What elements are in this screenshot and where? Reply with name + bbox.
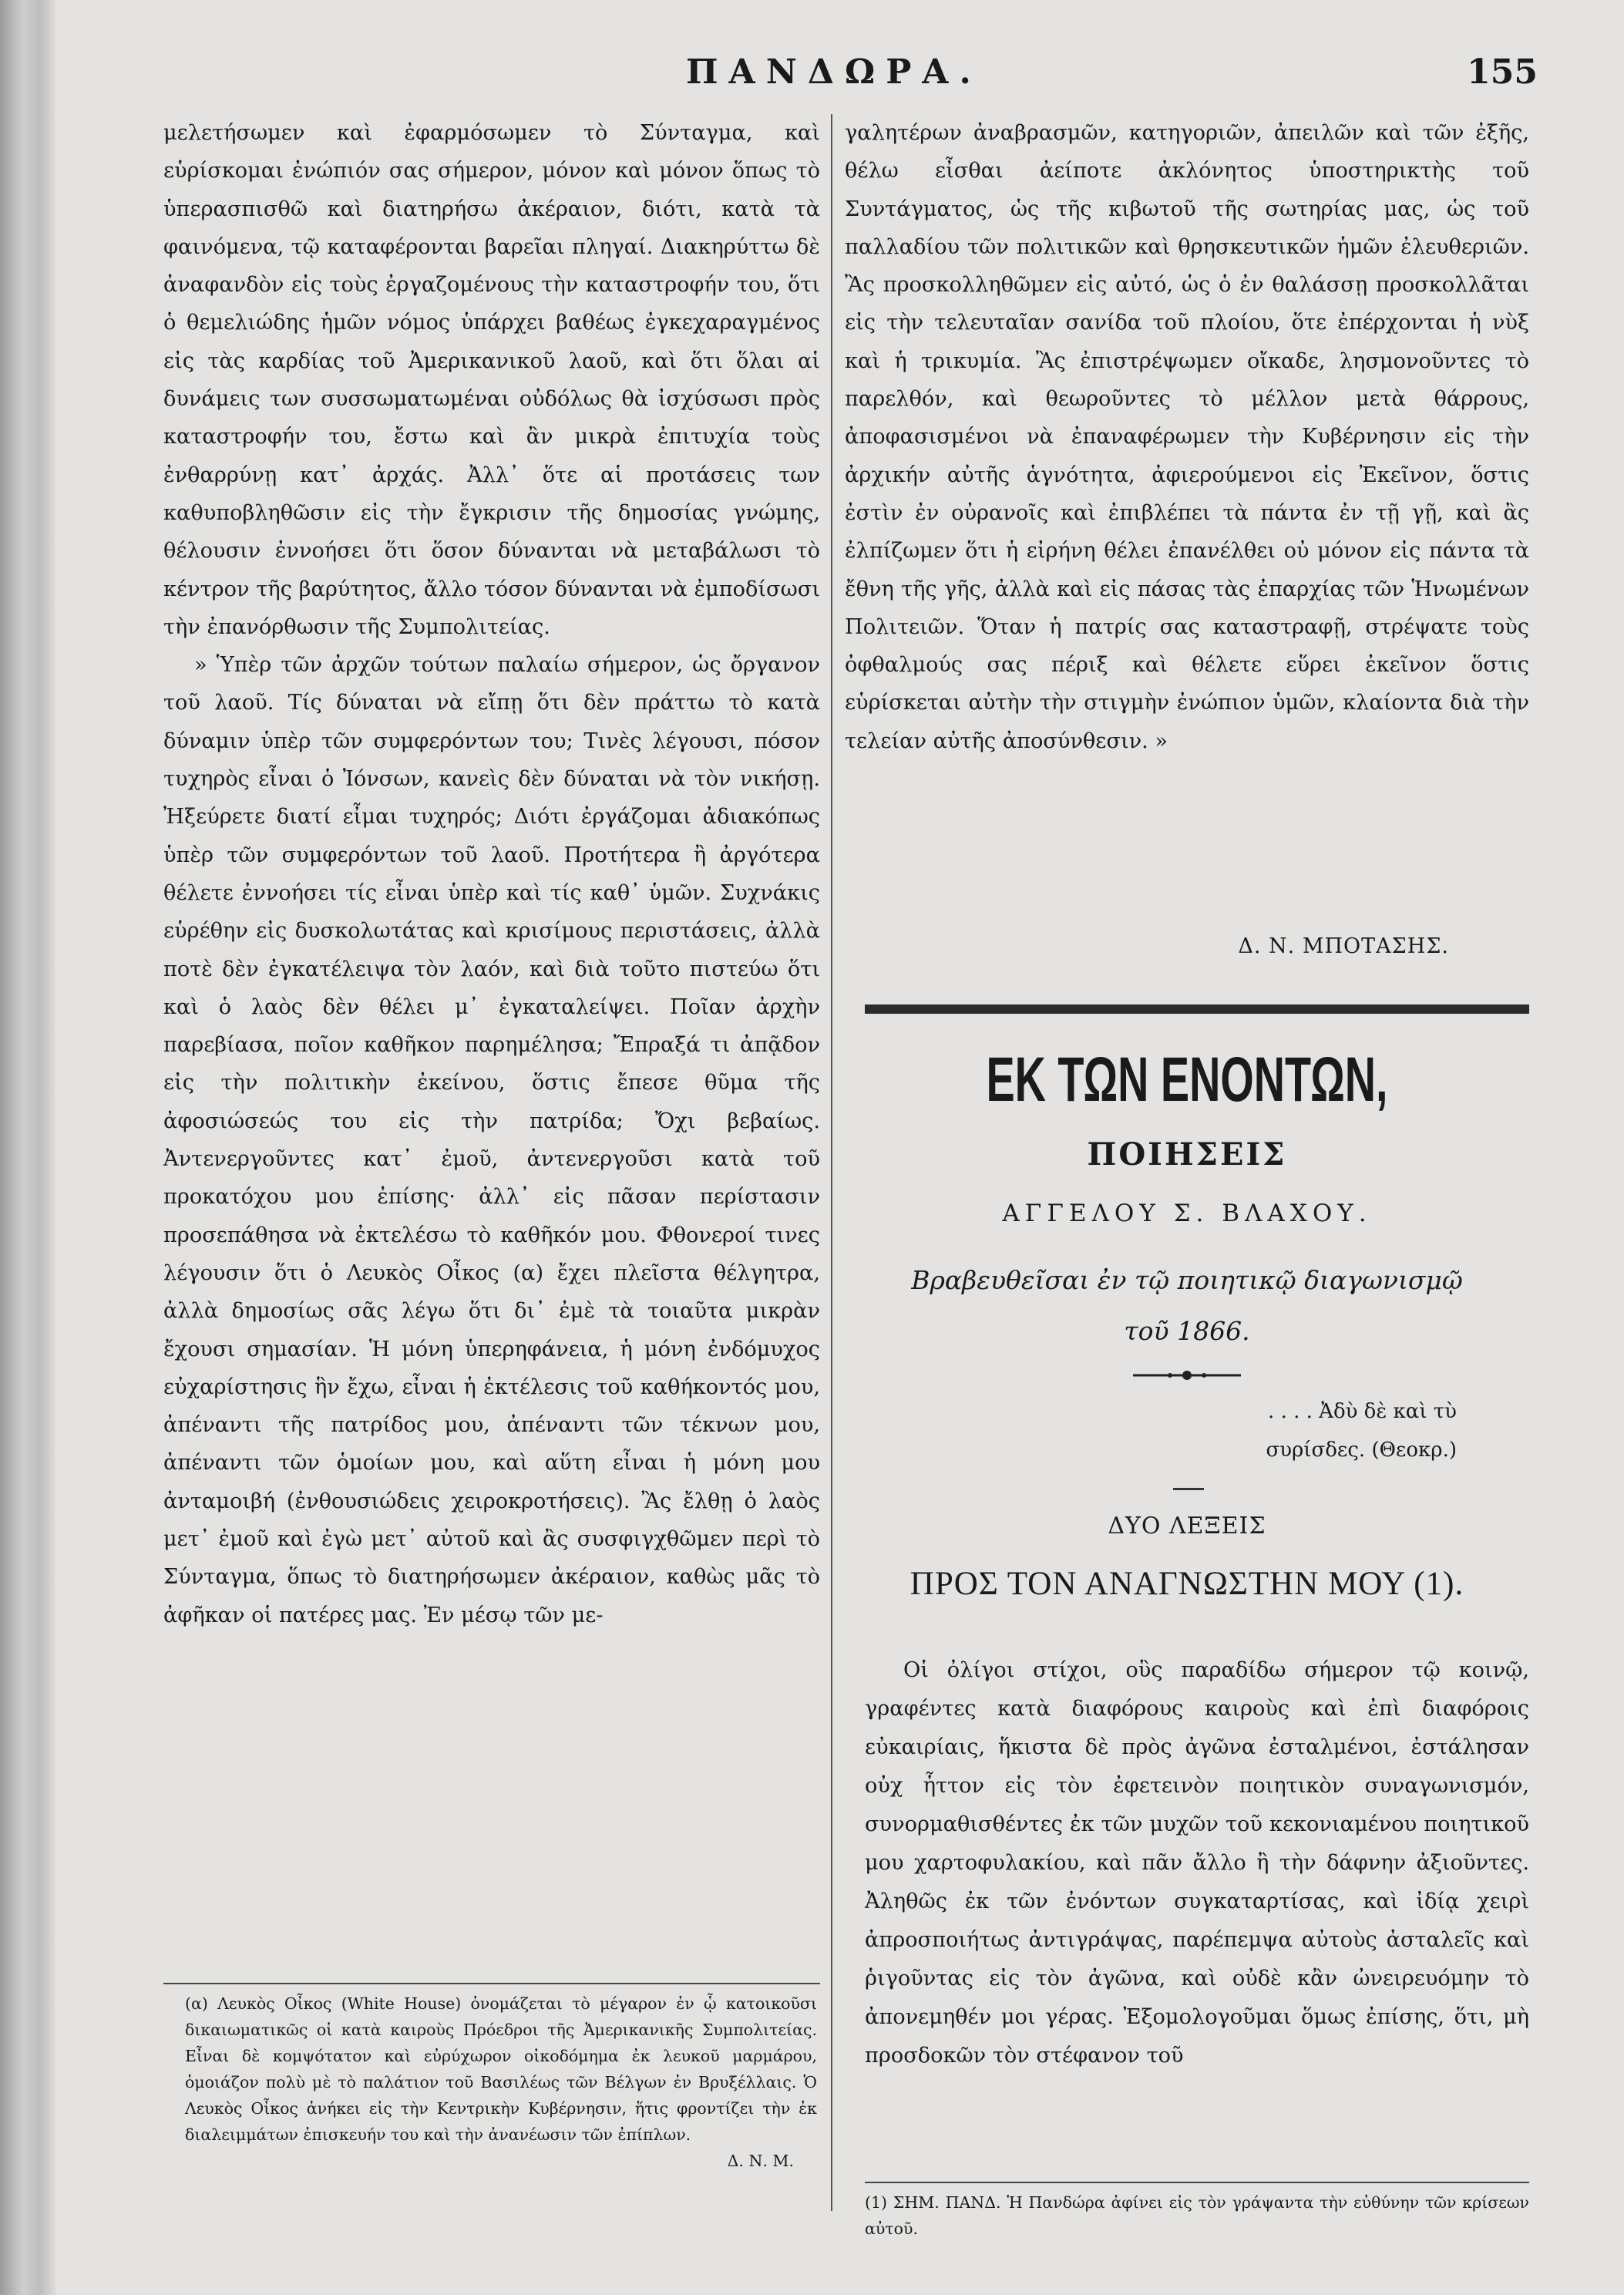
ornament-icon (1133, 1368, 1241, 1383)
left-footnote-signature: Δ. Ν. Μ. (727, 2152, 794, 2170)
right-paragraph-1: γαλητέρων ἀναβρασμῶν, κατηγοριῶν, ἀπειλῶν καὶ τῶν ἐξῆς, θέλω εἶσθαι ἀείποτε ἀκλόνητος ὑποστηρικτὴς τοῦ Συντάγματος, ὡς τῆς κιβωτοῦ τῆς σωτηρίας μας, ὡς τοῦ παλλαδίου τῶν πολιτικῶν καὶ θρησκευτικῶν ἡμῶν ἐλευθεριῶν. Ἂς προσκολληθῶμεν εἰς αὐτό, ὡς ὁ ἐν θαλάσσῃ προσκολλᾶται εἰς τὴν τελευταῖαν σανίδα τοῦ πλοίου, ὅτε ἐπέρχονται ἡ νὺξ καὶ ἡ τρικυμία. Ἂς ἐπιστρέψωμεν οἴκαδε, λησμονοῦντες τὸ παρελθόν, καὶ θεωροῦντες τὸ μέλλον μετὰ θάρρους, ἀποφασισμένοι νὰ ἐπαναφέρωμεν τὴν Κυβέρνησιν εἰς τὴν ἀρχικήν αὐτῆς ἁγνότητα, ἀφιερούμενοι εἰς Ἐκεῖνον, ὅστις ἐστὶν ἐν οὐρανοῖς καὶ ἐπιβλέπει τὰ πάντα ἐν τῇ γῇ, καὶ ἂς ἐλπίζωμεν ὅτι ἡ εἰρήνη θέλει ἐπανέλθει οὐ μόνον εἰς πάντα τὰ ἔθνη τῆς γῆς, ἀλλὰ καὶ εἰς πάσας τὰς ἐπαρχίας τῶν Ἡνωμένων Πολιτειῶν. Ὅταν ἡ πατρίς σας καταστραφῇ, στρέψατε τοὺς ὀφθαλμούς σας πέριξ καὶ θέλετε εὕρει ἐκεῖνον ὅστις εὑρίσκεται αὐτὴν τὴν στιγμὴν ἐνώπιον ὑμῶν, κλαίοντα διὰ τὴν τελείαν αὐτῆς ἀποσύνθεσιν. » (845, 121, 1529, 753)
author-name: ΑΓΓΕΛΟΥ Σ. ΒΛΑΧΟΥ. (1002, 1200, 1372, 1227)
column-divider (831, 114, 832, 2211)
to-reader-heading: ΠΡΟΣ ΤΟΝ ΑΝΑΓΝΩΣΤΗΝ ΜΟΥ (1). (910, 1566, 1464, 1602)
two-words-heading: ΔΥΟ ΛΕΞΕΙΣ (1108, 1513, 1266, 1540)
short-divider (1173, 1488, 1204, 1490)
section-title: ΕΚ ΤΩΝ ΕΝΟΝΤΩΝ, (986, 1045, 1388, 1115)
epigraph-line-2: συρίσδες. (Θεοκρ.) (1266, 1439, 1457, 1462)
right-paragraph-2: Οἱ ὀλίγοι στίχοι, οὓς παραδίδω σήμερον τῷ κοινῷ, γραφέντες κατὰ διαφόρους καιροὺς καὶ ἐπὶ διαφόροις εὐκαιρίαις, ἥκιστα δὲ πρὸς ἀγῶνα ἐσταλμένοι, ἐστάλησαν οὐχ ἧττον εἰς τὸν ἐφετεινὸν ποιητικὸν συναγωνισμόν, συνορμαθισθέντες ἐκ τῶν μυχῶν τοῦ κεκονιαμένου ποιητικοῦ μου χαρτοφυλακίου, καὶ πᾶν ἄλλο ἢ τὴν δάφνην ἀξιοῦντες. Ἀληθῶς ἐκ τῶν ἐνόντων συγκαταρτίσας, καὶ ἰδίᾳ χειρὶ ἀπροσποιήτως ἀντιγράψας, παρέπεμψα αὐτοὺς ἀσταλεῖς καὶ ῥιγοῦντας εἰς τὸν ἀγῶνα, καὶ οὐδὲ κἂν ὠνειρευόμην τὸ ἀπονεμηθέν μοι γέρας. Ἐξομολογοῦμαι ὅμως ἐπίσης, ὅτι, μὴ προσδοκῶν τὸν στέφανον τοῦ (865, 1658, 1529, 2068)
epigraph (1056, 1392, 1457, 1469)
award-line-1: Βραβευθεῖσαι ἐν τῷ ποιητικῷ διαγωνισμῷ (911, 1265, 1463, 1295)
left-paragraph-1: μελετήσωμεν καὶ ἐφαρμόσωμεν τὸ Σύνταγμα, καὶ εὑρίσκομαι ἐνώπιόν σας σήμερον, μόνον καὶ μόνον ὅπως τὸ ὑπερασπισθῶ καὶ διατηρήσω ἀκέραιον, διότι, κατὰ τὰ φαινόμενα, τῷ καταφέρονται βαρεῖαι πληγαί. Διακηρύττω δὲ ἀναφανδὸν εἰς τοὺς ἐργαζομένους τὴν καταστροφήν του, ὅτι ὁ θεμελιώδης ἡμῶν νόμος ὑπάρχει βαθέως ἐγκεχαραγμένος εἰς τὰς καρδίας τοῦ Ἀμερικανικοῦ λαοῦ, καὶ ὅτι ὅλαι αἱ δυνάμεις των συσσωματωμέναι οὐδόλως θὰ ἰσχύσωσι πρὸς καταστροφήν του, ἔστω καὶ ἂν μικρὰ ἐπιτυχία τοὺς ἐνθαρρύνῃ κατ᾽ ἀρχάς. Ἀλλ᾽ ὅτε αἱ προτάσεις των καθυποβληθῶσιν εἰς τὴν ἔγκρισιν τῆς δημοσίας γνώμης, θέλουσιν ἐννοήσει ὅτι ὅσον δύνανται νὰ μεταβάλωσι τὸ κέντρον τῆς βαρύτητος, ἄλλο τόσον δύνανται νὰ ἐμποδίσωσι τὴν ἐπανόρθωσιν τῆς Συμπολιτείας. (163, 121, 820, 639)
section-separator (865, 1004, 1529, 1014)
page-number: 155 (1467, 52, 1538, 92)
journal-title: ΠΑΝΔΩΡΑ. (686, 52, 982, 92)
epigraph-line-1: . . . . Ἀδὺ δὲ καὶ τὺ (1268, 1400, 1457, 1423)
poems-heading: ΠΟΙΗΣΕΙΣ (1087, 1136, 1287, 1173)
article-signature: Δ. Ν. ΜΠΟΤΑΣΗΣ. (1238, 934, 1449, 958)
left-column (163, 114, 820, 1634)
left-footnote-text: (α) Λευκὸς Οἶκος (White House) ὀνομάζεται τὸ μέγαρον ἐν ᾧ κατοικοῦσι δικαιωματικῶς οἱ κατὰ καιροὺς Πρόεδροι τῆς Ἀμερικανικῆς Συμπολιτείας. Εἶναι δὲ κομψότατον καὶ εὐρύχωρον οἰκοδόμημα ἐκ λευκοῦ μαρμάρου, ὁμοιάζον πολὺ μὲ τὸ παλάτιον τοῦ Βασιλέως τῶν Βέλγων ἐν Βρυξέλλαις. Ὁ Λευκὸς Οἶκος ἀνήκει εἰς τὴν Κεντρικὴν Κυβέρνησιν, ἥτις φροντίζει τὴν ἐκ διαλειμμάτων ἐπισκευήν του καὶ τὴν ἀνανέωσιν τῶν ἐπίπλων. (185, 1994, 817, 2144)
award-note (845, 1255, 1529, 1357)
right-footnote: (1) ΣΗΜ. ΠΑΝΔ. Ἡ Πανδώρα ἀφίνει εἰς τὸν γράψαντα τὴν εὐθύνην τῶν κρίσεων αὐτοῦ. (865, 2193, 1529, 2238)
left-footnote (185, 1990, 817, 2174)
left-paragraph-2: » Ὑπὲρ τῶν ἀρχῶν τούτων παλαίω σήμερον, ὡς ὄργανον τοῦ λαοῦ. Τίς δύναται νὰ εἴπῃ ὅτι δὲν πράττω τὸ κατὰ δύναμιν ὑπὲρ τῶν συμφερόντων του; Τινὲς λέγουσι, πόσον τυχηρὸς εἶναι ὁ Ἰόνσων, κανεὶς δὲν δύναται νὰ τὸν νικήσῃ. Ἠξεύρετε διατί εἶμαι τυχηρός; Διότι ἐργάζομαι ἀδιακόπως ὑπὲρ τῶν συμφερόντων τοῦ λαοῦ. Προτήτερα ἢ ἀργότερα θέλετε ἐννοήσει τίς εἶναι ὑπὲρ καὶ τίς καθ᾽ ὑμῶν. Συχνάκις εὑρέθην εἰς δυσκολωτάτας καὶ κρισίμους περιστάσεις, ἀλλὰ ποτὲ δὲν ἐγκατέλειψα τὸν λαόν, καὶ διὰ τοῦτο πιστεύω ὅτι καὶ ὁ λαὸς δὲν θέλει μ᾽ ἐγκαταλείψει. Ποῖαν ἀρχὴν παρεβίασα, ποῖον καθῆκον παρημέλησα; Ἔπραξά τι ἀπᾷδον εἰς τὴν πολιτικὴν ἐκείνου, ὅστις ἔπεσε θῦμα τῆς ἀφοσιώσεώς του εἰς τὴν πατρίδα; Ὄχι βεβαίως. Ἀντενεργοῦντες κατ᾽ ἐμοῦ, ἀντενεργοῦσι κατὰ τοῦ προκατόχου μου ἐπίσης· ἀλλ᾽ εἰς πᾶσαν περίστασιν προσεπάθησα νὰ ἐκτελέσω τὸ καθῆκόν μου. Φθονεροί τινες λέγουσιν ὅτι ὁ Λευκὸς Οἶκος (α) ἔχει πλεῖστα θέλγητρα, ἀλλὰ δημοσίως σᾶς λέγω ὅτι δι᾽ ἐμὲ τὰ τοιαῦτα μικρὰν ἔχουσι σημασίαν. Ἡ μόνη ὑπερηφάνεια, ἡ μόνη ἐνδόμυχος εὐχαρίστησις ἣν ἔχω, εἶναι ἡ ἐκτέλεσις τοῦ καθήκοντός μου, ἀπέναντι τῆς πατρίδος μου, ἀπέναντι τῶν τέκνων μου, ἀπέναντι τῶν ὁμοίων μου, καὶ αὕτη εἶναι ἡ μόνη μου ἀνταμοιβή (ἐνθουσιώδεις χειροκροτήσεις). Ἂς ἔλθῃ ὁ λαὸς μετ᾽ ἐμοῦ καὶ ἐγὼ μετ᾽ αὐτοῦ καὶ ἂς συσφιγχθῶμεν περὶ τὸ Σύνταγμα, ὅπως τὸ διατηρήσωμεν ἀκέραιον, καθὼς μᾶς τὸ ἀφῆκαν οἱ πατέρες μας. Ἐν μέσῳ τῶν με- (163, 653, 820, 1627)
right-footnote-rule (865, 2182, 1529, 2183)
award-line-2: τοῦ 1866. (1124, 1316, 1250, 1346)
right-column (845, 114, 1529, 760)
left-footnote-rule (163, 1983, 820, 1984)
right-lower-text (865, 1651, 1529, 2075)
book-binding-shadow (0, 0, 55, 2295)
